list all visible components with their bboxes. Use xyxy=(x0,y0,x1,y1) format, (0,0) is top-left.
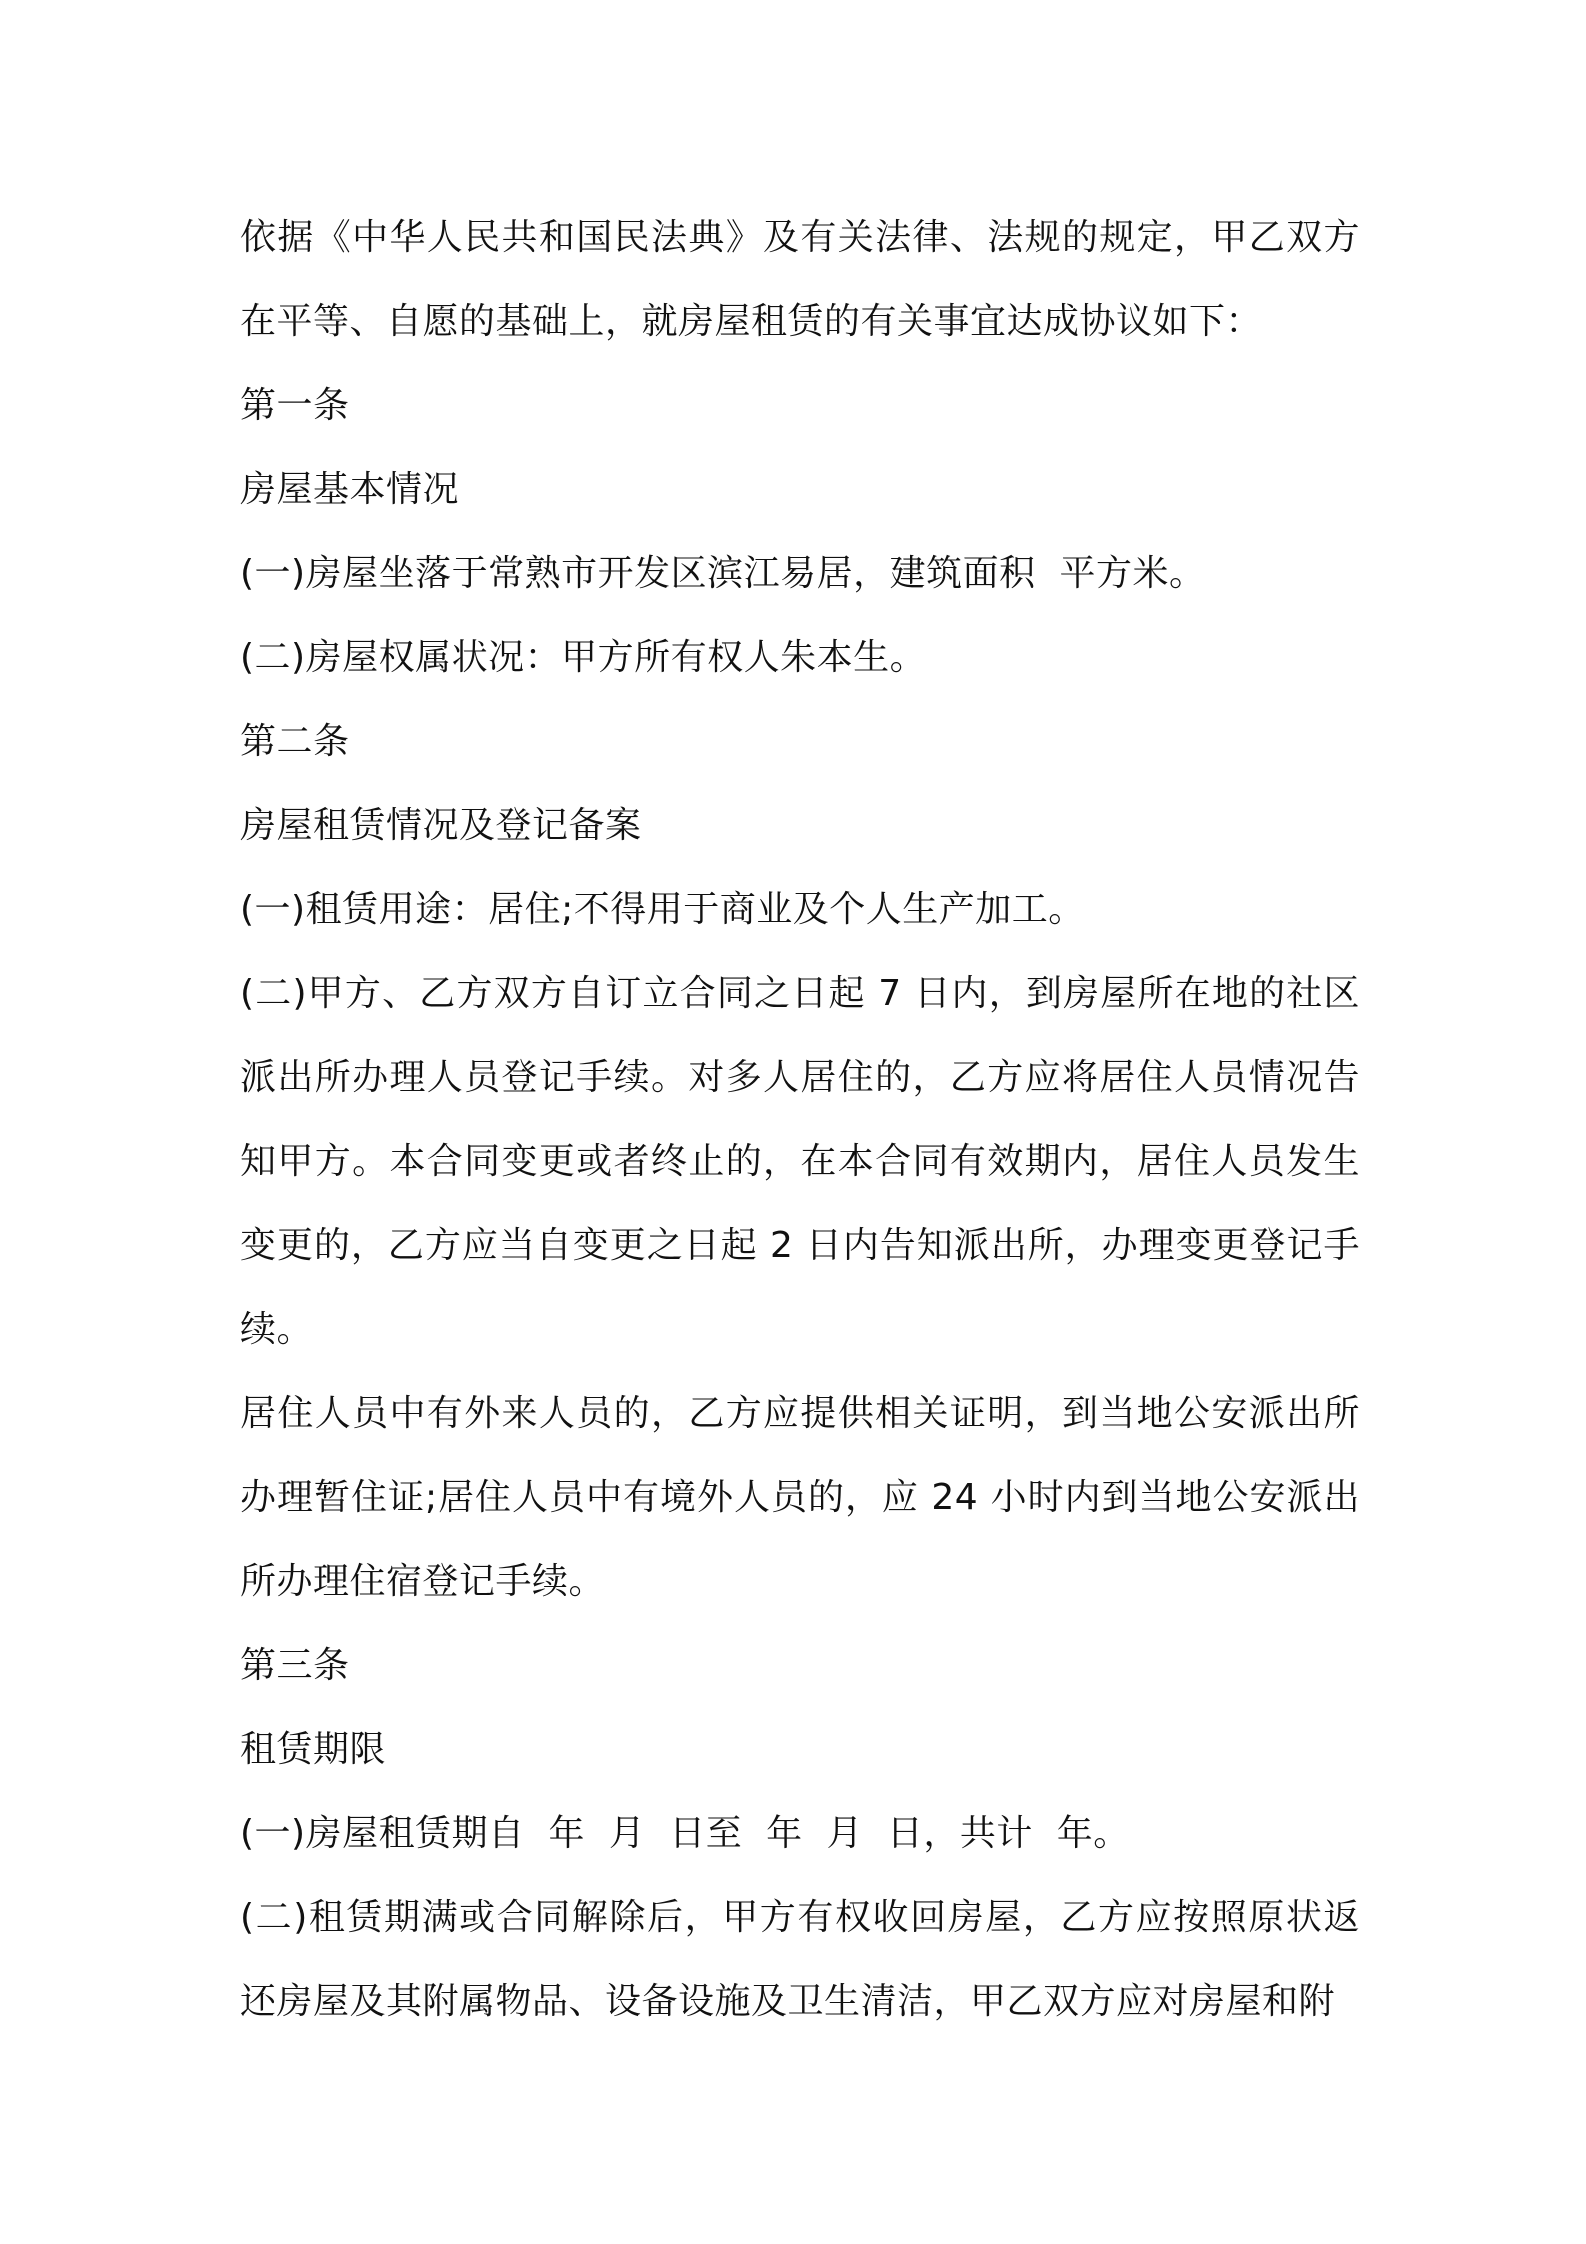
article-2-paragraph-3: 居住人员中有外来人员的，乙方应提供相关证明，到当地公安派出所办理暂住证;居住人员中有境外人员的，应 24 小时内到当地公安派出所办理住宿登记手续。 xyxy=(240,1393,1360,1602)
article-2-item-1: (一)租赁用途：居住;不得用于商业及个人生产加工。 xyxy=(240,889,1085,930)
article-2-item-2: (二)甲方、乙方双方自订立合同之日起 7 日内，到房屋所在地的社区派出所办理人员登记手续。对多人居住的，乙方应将居住人员情况告知甲方。本合同变更或者终止的，在本合同有效期内，居住人员发生变更的，乙方应当自变更之日起 2 日内告知派出所，办理变更登记手续。 xyxy=(240,973,1360,1350)
article-1-item-2: (二)房屋权属状况：甲方所有权人朱本生。 xyxy=(240,637,927,678)
article-1-heading: 第一条 xyxy=(240,385,350,426)
article-2-title: 房屋租赁情况及登记备案 xyxy=(240,805,642,846)
article-2-heading: 第二条 xyxy=(240,721,350,762)
document-page xyxy=(240,196,1360,2044)
article-3-heading: 第三条 xyxy=(240,1645,350,1686)
article-1-item-1: (一)房屋坐落于常熟市开发区滨江易居，建筑面积 平方米。 xyxy=(240,553,1206,594)
intro-paragraph: 依据《中华人民共和国民法典》及有关法律、法规的规定，甲乙双方在平等、自愿的基础上，就房屋租赁的有关事宜达成协议如下： xyxy=(240,217,1360,342)
article-1-title: 房屋基本情况 xyxy=(240,469,460,510)
article-3-title: 租赁期限 xyxy=(240,1729,387,1770)
article-3-item-2: (二)租赁期满或合同解除后，甲方有权收回房屋，乙方应按照原状返还房屋及其附属物品、设备设施及卫生清洁，甲乙双方应对房屋和附 xyxy=(240,1897,1360,2022)
article-3-item-1: (一)房屋租赁期自 年 月 日至 年 月 日，共计 年。 xyxy=(240,1813,1130,1854)
